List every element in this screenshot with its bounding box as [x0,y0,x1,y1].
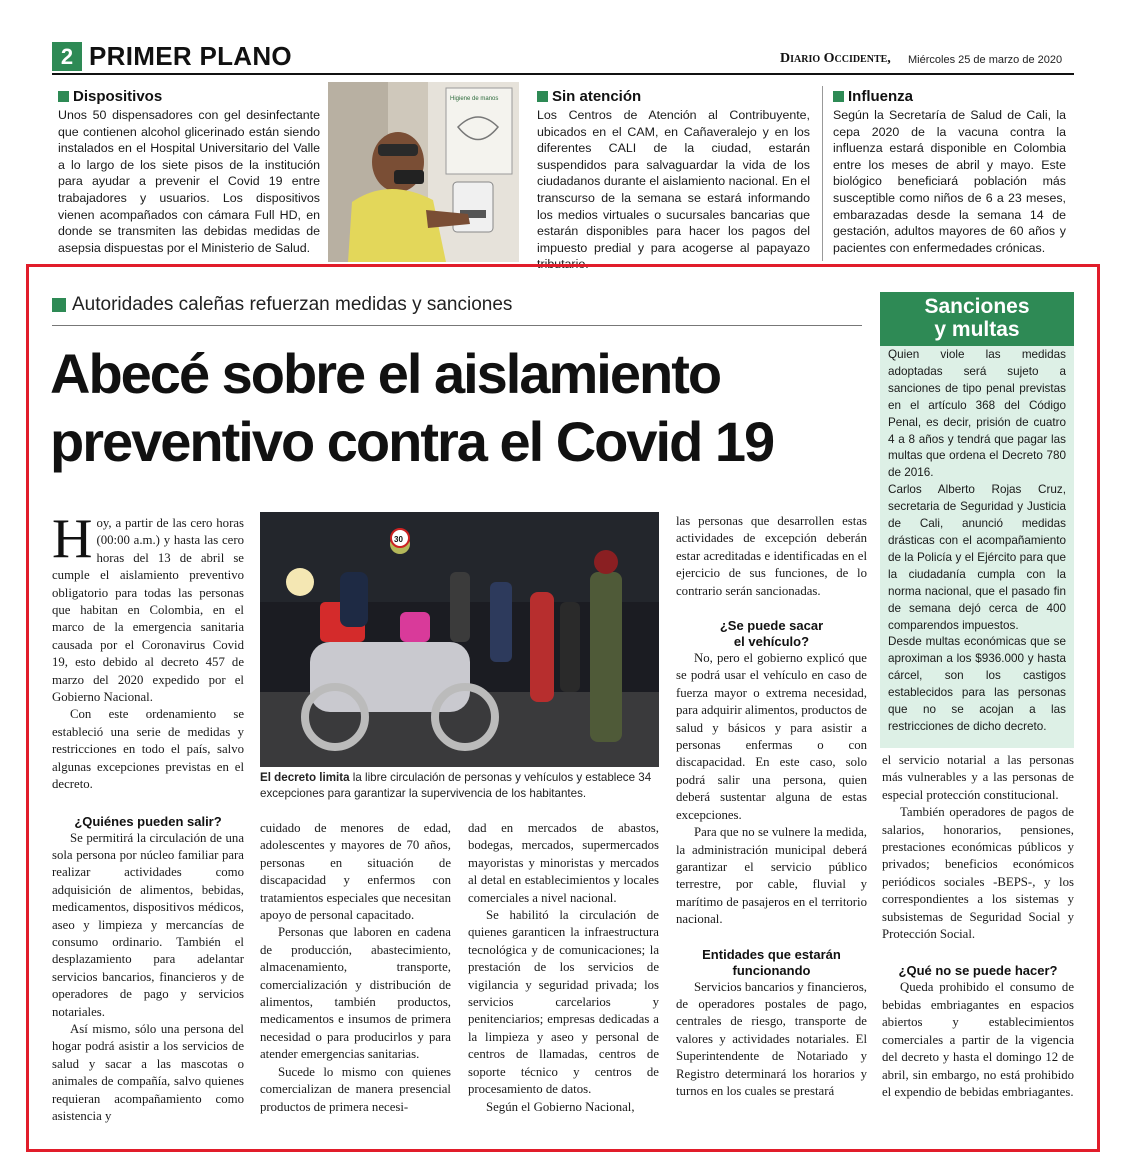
drop-cap: H [52,508,93,570]
subheading-quienes-pueden-salir: ¿Quiénes pueden salir? [74,813,222,829]
article-headline: Abecé sobre el aislamiento preventivo contra el Covid 19 [50,342,774,473]
article-paragraph: Personas que laboren en cadena de producción, abastecimiento, almacenamiento, transporte, comercialización y distribución de alimentos, también productos, medicamentos e insumos de primera necesidad o para producirlos y para atender emergencias sanitarias. [260,925,451,1062]
section-title: PRIMER PLANO [89,41,292,71]
subheading-sacar-vehiculo: ¿Se puede sacar el vehículo? [719,618,824,650]
article-paragraph: Se permitirá la circulación de una sola persona por núcleo familiar para realizar actividades como adquisición de alimentos, bebidas, medicamentos, dispositivos médicos, aseo y limpieza y mercancías de consumo ordinario. También el desplazamiento para adelantar servicios bancarios, financieros y de operadores de pago y servicios notariales. [52,830,244,1019]
article-column-2 [260,820,451,1130]
newspaper-name: Diario Occidente, [780,51,891,66]
brief-heading: Sin atención [537,88,810,105]
article-paragraph: Servicios bancarios y financieros, de operadores postales de pago, centrales de riesgo, transporte de valores y actividades notariales. El Superintendente de Notariado y Registro determinará los horarios y turnos en los cuales se prestará [676,979,867,1098]
article-paragraph: las personas que desarrollen estas actividades de excepción deberán estar acreditadas e identificadas en el ejercicio de sus funciones, de lo contrario serán sancionadas. [676,514,867,598]
green-square-icon [58,91,69,102]
article-paragraph: cuidado de menores de edad, adolescentes y mayores de 70 años, personas en situación de discapacidad y enfermos con tratamientos especiales que necesitan apoyo de personal capacitado. [260,821,451,923]
article-paragraph: Para que no se vulnere la medida, la administración municipal deberá garantizar el servicio público terrestre, por cable, fluvial y marítimo de pasajeros en el territorio nacional. [676,825,867,927]
article-paragraph: dad en mercados de abastos, bodegas, mercados, supermercados mayoristas y minoristas y mercados al detal en establecimientos y locales comerciales a nivel nacional. [468,821,659,905]
article-paragraph: Con este ordenamiento se estableció una serie de medidas y restricciones en todo el país, salvo algunas excepciones previstas en el decreto. [52,707,244,792]
green-square-icon [537,91,548,102]
photo-sign-text: Higiene de manos [450,96,499,102]
article-paragraph: No, pero el gobierno explicó que se podrá usar el vehículo en caso de fuerza mayor o extrema necesidad, para adquirir alimentos, productos de salud y básicos y para asistir a personas enfermas o con discapacidad. En este caso, solo podrá salir una persona, quien deberá sustentar alguna de estas excepciones. [676,651,867,822]
brief-text: Según la Secretaría de Salud de Cali, la cepa 2020 de la vacuna contra la influenza estará disponible en Colombia entre los meses de abril y mayo. Este biológico beneficiará población más susceptible como niños de 6 a 23 meses, embarazadas desde la semana 14 de gestación, adultos mayores de 60 años y pacientes con enfermedades crónicas. [833,108,1066,255]
photo-illustration [260,512,659,767]
green-square-icon [52,298,66,312]
brief-dispositivos [58,88,320,263]
brief-sin-atencion [537,88,810,272]
sidebar-title: Sanciones y multas [880,292,1074,346]
article-paragraph: También operadores de pagos de salarios, honorarios, pensiones, prestaciones económicas públicos y privados; beneficios económicos periódicos sociales -BEPS-, y los correspondientes a los sistemas y subsistemas de Seguridad Social y Protección Social. [882,805,1074,942]
brief-text: Unos 50 dispensadores con gel desinfectante que contienen alcohol glicerinado están siendo instalados en el Hospital Universitario del Valle a lo largo de los siete pisos de la institución para ayudar a prevenir el Covid 19 entre trabajadores y usuarios. Los dispositivos vienen acompañados con cámara Full HD, en donde se transmiten las debidas medidas de asepsia dispuestas por el Ministerio de Salud. [58,108,320,255]
sidebar-paragraph: Desde multas económicas que se aproximan a los $936.000 y hasta cárcel, son los castigos establecidos para las personas que no se acojan a las restricciones de dicho decreto. [888,635,1066,733]
sidebar-paragraph: Quien viole las medidas adoptadas será sujeto a sanciones de tipo penal previstas en el artículo 368 del Código Penal, es decir, prisión de cuatro 4 a 8 años y tendrá que pagar las multas que ordena el Decreto 780 de 2016. [888,348,1066,480]
article-paragraph: Así mismo, sólo una persona del hogar podrá asistir a los servicios de salud y sacar a las mascotas o animales de compañía, salvo quienes requieran acompañamiento como asistencia y [52,1021,244,1123]
brief-heading: Dispositivos [58,88,320,105]
article-column-1 [52,508,244,1130]
article-kicker: Autoridades caleñas refuerzan medidas y sanciones [52,294,512,316]
sidebar-sanciones-multas [880,346,1074,748]
article-column-3 [468,820,659,1130]
brief-heading: Influenza [833,88,1066,105]
brief-influenza [833,88,1066,263]
article-paragraph: Según el Gobierno Nacional, [486,1099,635,1114]
kicker-rule [52,325,862,326]
article-paragraph: Sucede lo mismo con quienes comercializan de manera presencial productos de primera necesi- [260,1064,451,1114]
photo-hand-sanitizer-dispenser [328,82,519,262]
issue-date: Miércoles 25 de marzo de 2020 [908,54,1063,66]
subheading-que-no-se-puede-hacer: ¿Qué no se puede hacer? [898,963,1058,979]
sidebar-paragraph: Carlos Alberto Rojas Cruz, secretaria de Seguridad y Justicia de Cali, anunció medidas drásticas con el acompañamiento de la Policía y el Ejército para que la ciudadanía cumpla con la norma nacional, que el pasado fin de semana dejó cerca de 400 comparendos impuestos. [888,483,1066,632]
article-column-4 [676,513,867,1130]
green-square-icon [833,91,844,102]
photo-police-checkpoint [260,512,659,767]
article-paragraph: Queda prohibido el consumo de bebidas embriagantes en espacios abiertos y establecimientos comerciales a partir de la vigencia del decreto y hasta el domingo 12 de abril, sin embargo, no está prohibido el expendio de bebidas embriagantes. [882,980,1074,1099]
article-paragraph: el servicio notarial a las personas más vulnerables y a las personas de especial protección constitucional. [882,753,1074,802]
brief-text: Los Centros de Atención al Contribuyente, ubicados en el CAM, en Cañaveralejo y en los diferentes CALI de la ciudad, estarán suspendidos para salvaguardar la vida de los ciudadanos durante el aislamiento nacional. En el transcurso de la semana se estará informando los medios virtuales o sucursales bancarias que estarán disponibles para hacer los pagos del impuesto predial y para acogerse al papayazo tributario. [537,108,810,272]
masthead-rule [52,73,1074,75]
article-paragraph: Se habilitó la circulación de quienes garanticen la infraestructura tecnológica y de comunicaciones; la prestación de los servicios de vigilancia y seguridad privada; los servicios carcelarios y penitenciarios; empresas dedicadas a la limpieza y aseo y personal de centros de llamadas, centros de soporte técnico y centros de procesamiento de datos. [468,908,659,1097]
photo-caption: El decreto limita la libre circulación de personas y vehículos y establece 34 excepciones para garantizar la supervivencia de los habitantes. [260,771,652,800]
page-number: 2 [52,42,82,71]
column-rule [822,86,823,261]
photo-illustration [328,82,519,262]
photo-speed-sign: 30 [394,535,403,544]
article-paragraph: Hoy, a partir de las cero horas (00:00 a.m.) y hasta las cero horas del 13 de abril se cumple el aislamiento preventivo obligatorio para todas las personas que habitan en Colombia, en el marco de la emergencia sanitaria causada por el Coronavirus Covid 19, esto debido al decreto 457 de marzo del 2020 expedido por el Gobierno Nacional. [52,508,244,705]
article-column-5 [882,752,1074,1130]
subheading-entidades-funcionando: Entidades que estarán funcionando [702,946,841,978]
